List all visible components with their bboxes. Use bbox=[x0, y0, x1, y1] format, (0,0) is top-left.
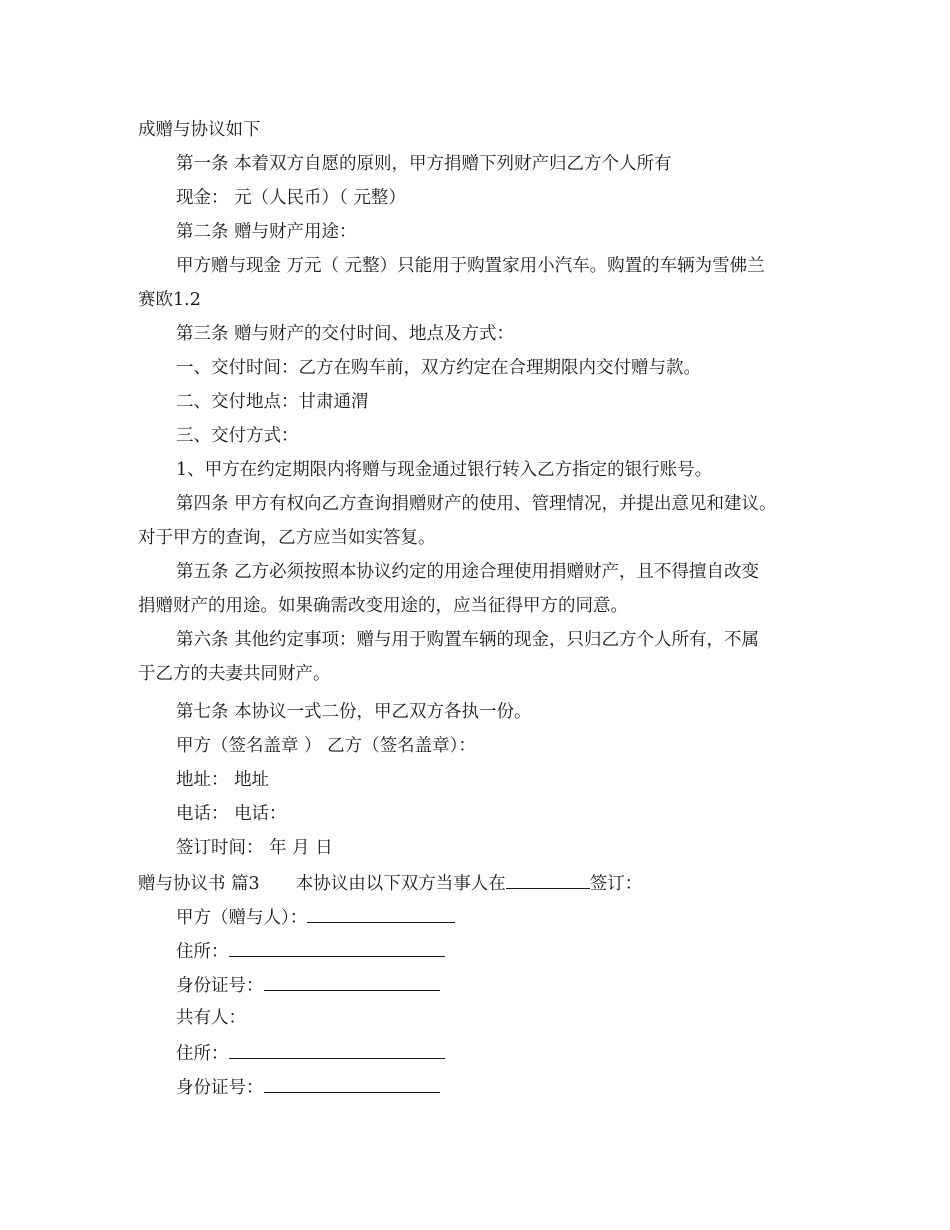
section-3-intro bbox=[138, 870, 830, 896]
article-6-line: 第六条 其他约定事项：赠与用于购置车辆的现金，只归乙方个人所有，不属 bbox=[176, 630, 760, 650]
article-1-line: 第一条 本着双方自愿的原则，甲方捐赠下列财产归乙方个人所有 bbox=[176, 154, 672, 174]
id-number-field bbox=[176, 972, 830, 998]
co-owner-residence-blank[interactable] bbox=[229, 1040, 445, 1059]
co-owner-residence-label: 住所： bbox=[176, 1044, 229, 1064]
section-3-intro-end: 签订： bbox=[589, 874, 643, 894]
paragraph-line: 三、交付方式： bbox=[176, 426, 299, 446]
residence-field bbox=[176, 938, 830, 964]
co-owner-id-blank[interactable] bbox=[264, 1074, 440, 1093]
donor-blank[interactable] bbox=[307, 904, 455, 923]
article-5-line: 第五条 乙方必须按照本协议约定的用途合理使用捐赠财产，且不得擅自改变 bbox=[176, 562, 760, 582]
paragraph-line: 于乙方的夫妻共同财产。 bbox=[138, 664, 331, 684]
residence-blank[interactable] bbox=[229, 938, 445, 957]
section-3-heading: 赠与协议书 篇3 bbox=[138, 874, 260, 894]
phone-line: 电话： 电话： bbox=[176, 804, 287, 824]
id-number-blank[interactable] bbox=[264, 972, 440, 991]
paragraph-line: 二、交付地点：甘肃通渭 bbox=[176, 392, 369, 412]
residence-label: 住所： bbox=[176, 942, 229, 962]
article-4-line: 第四条 甲方有权向乙方查询捐赠财产的使用、管理情况，并提出意见和建议。 bbox=[176, 494, 777, 514]
donor-label: 甲方（赠与人）： bbox=[176, 908, 308, 928]
paragraph-line: 赛欧1.2 bbox=[138, 290, 201, 310]
paragraph-line: 1、甲方在约定期限内将赠与现金通过银行转入乙方指定的银行账号。 bbox=[176, 460, 713, 480]
co-owner-label: 共有人： bbox=[176, 1008, 246, 1028]
co-owner-id-field bbox=[176, 1074, 830, 1100]
section-3-intro-text: 本协议由以下双方当事人在 bbox=[295, 874, 506, 894]
signing-date-line: 签订时间： 年 月 日 bbox=[176, 838, 333, 858]
co-owner-residence-field bbox=[176, 1040, 830, 1066]
paragraph-line: 捐赠财产的用途。如果确需改变用途的，应当征得甲方的同意。 bbox=[138, 596, 628, 616]
paragraph-line: 一、交付时间：乙方在购车前，双方约定在合理期限内交付赠与款。 bbox=[176, 358, 701, 378]
article-7-line: 第七条 本协议一式二份，甲乙双方各执一份。 bbox=[176, 702, 532, 722]
paragraph-line: 甲方赠与现金 万元（ 元整）只能用于购置家用小汽车。购置的车辆为雪佛兰 bbox=[176, 256, 765, 276]
id-number-label: 身份证号： bbox=[176, 976, 264, 996]
signature-line: 甲方（签名盖章 ） 乙方（签名盖章）： bbox=[176, 736, 476, 756]
article-2-line: 第二条 赠与财产用途： bbox=[176, 222, 357, 242]
article-3-line: 第三条 赠与财产的交付时间、地点及方式： bbox=[176, 324, 515, 344]
place-blank[interactable] bbox=[506, 870, 590, 889]
paragraph-line: 对于甲方的查询，乙方应当如实答复。 bbox=[138, 528, 436, 548]
cash-line: 现金： 元（人民币）（ 元整） bbox=[176, 188, 406, 208]
donor-field bbox=[176, 904, 830, 930]
address-line: 地址： 地址 bbox=[176, 770, 270, 790]
paragraph-line: 成赠与协议如下 bbox=[138, 120, 261, 140]
co-owner-field bbox=[176, 1006, 830, 1030]
co-owner-id-label: 身份证号： bbox=[176, 1078, 264, 1098]
